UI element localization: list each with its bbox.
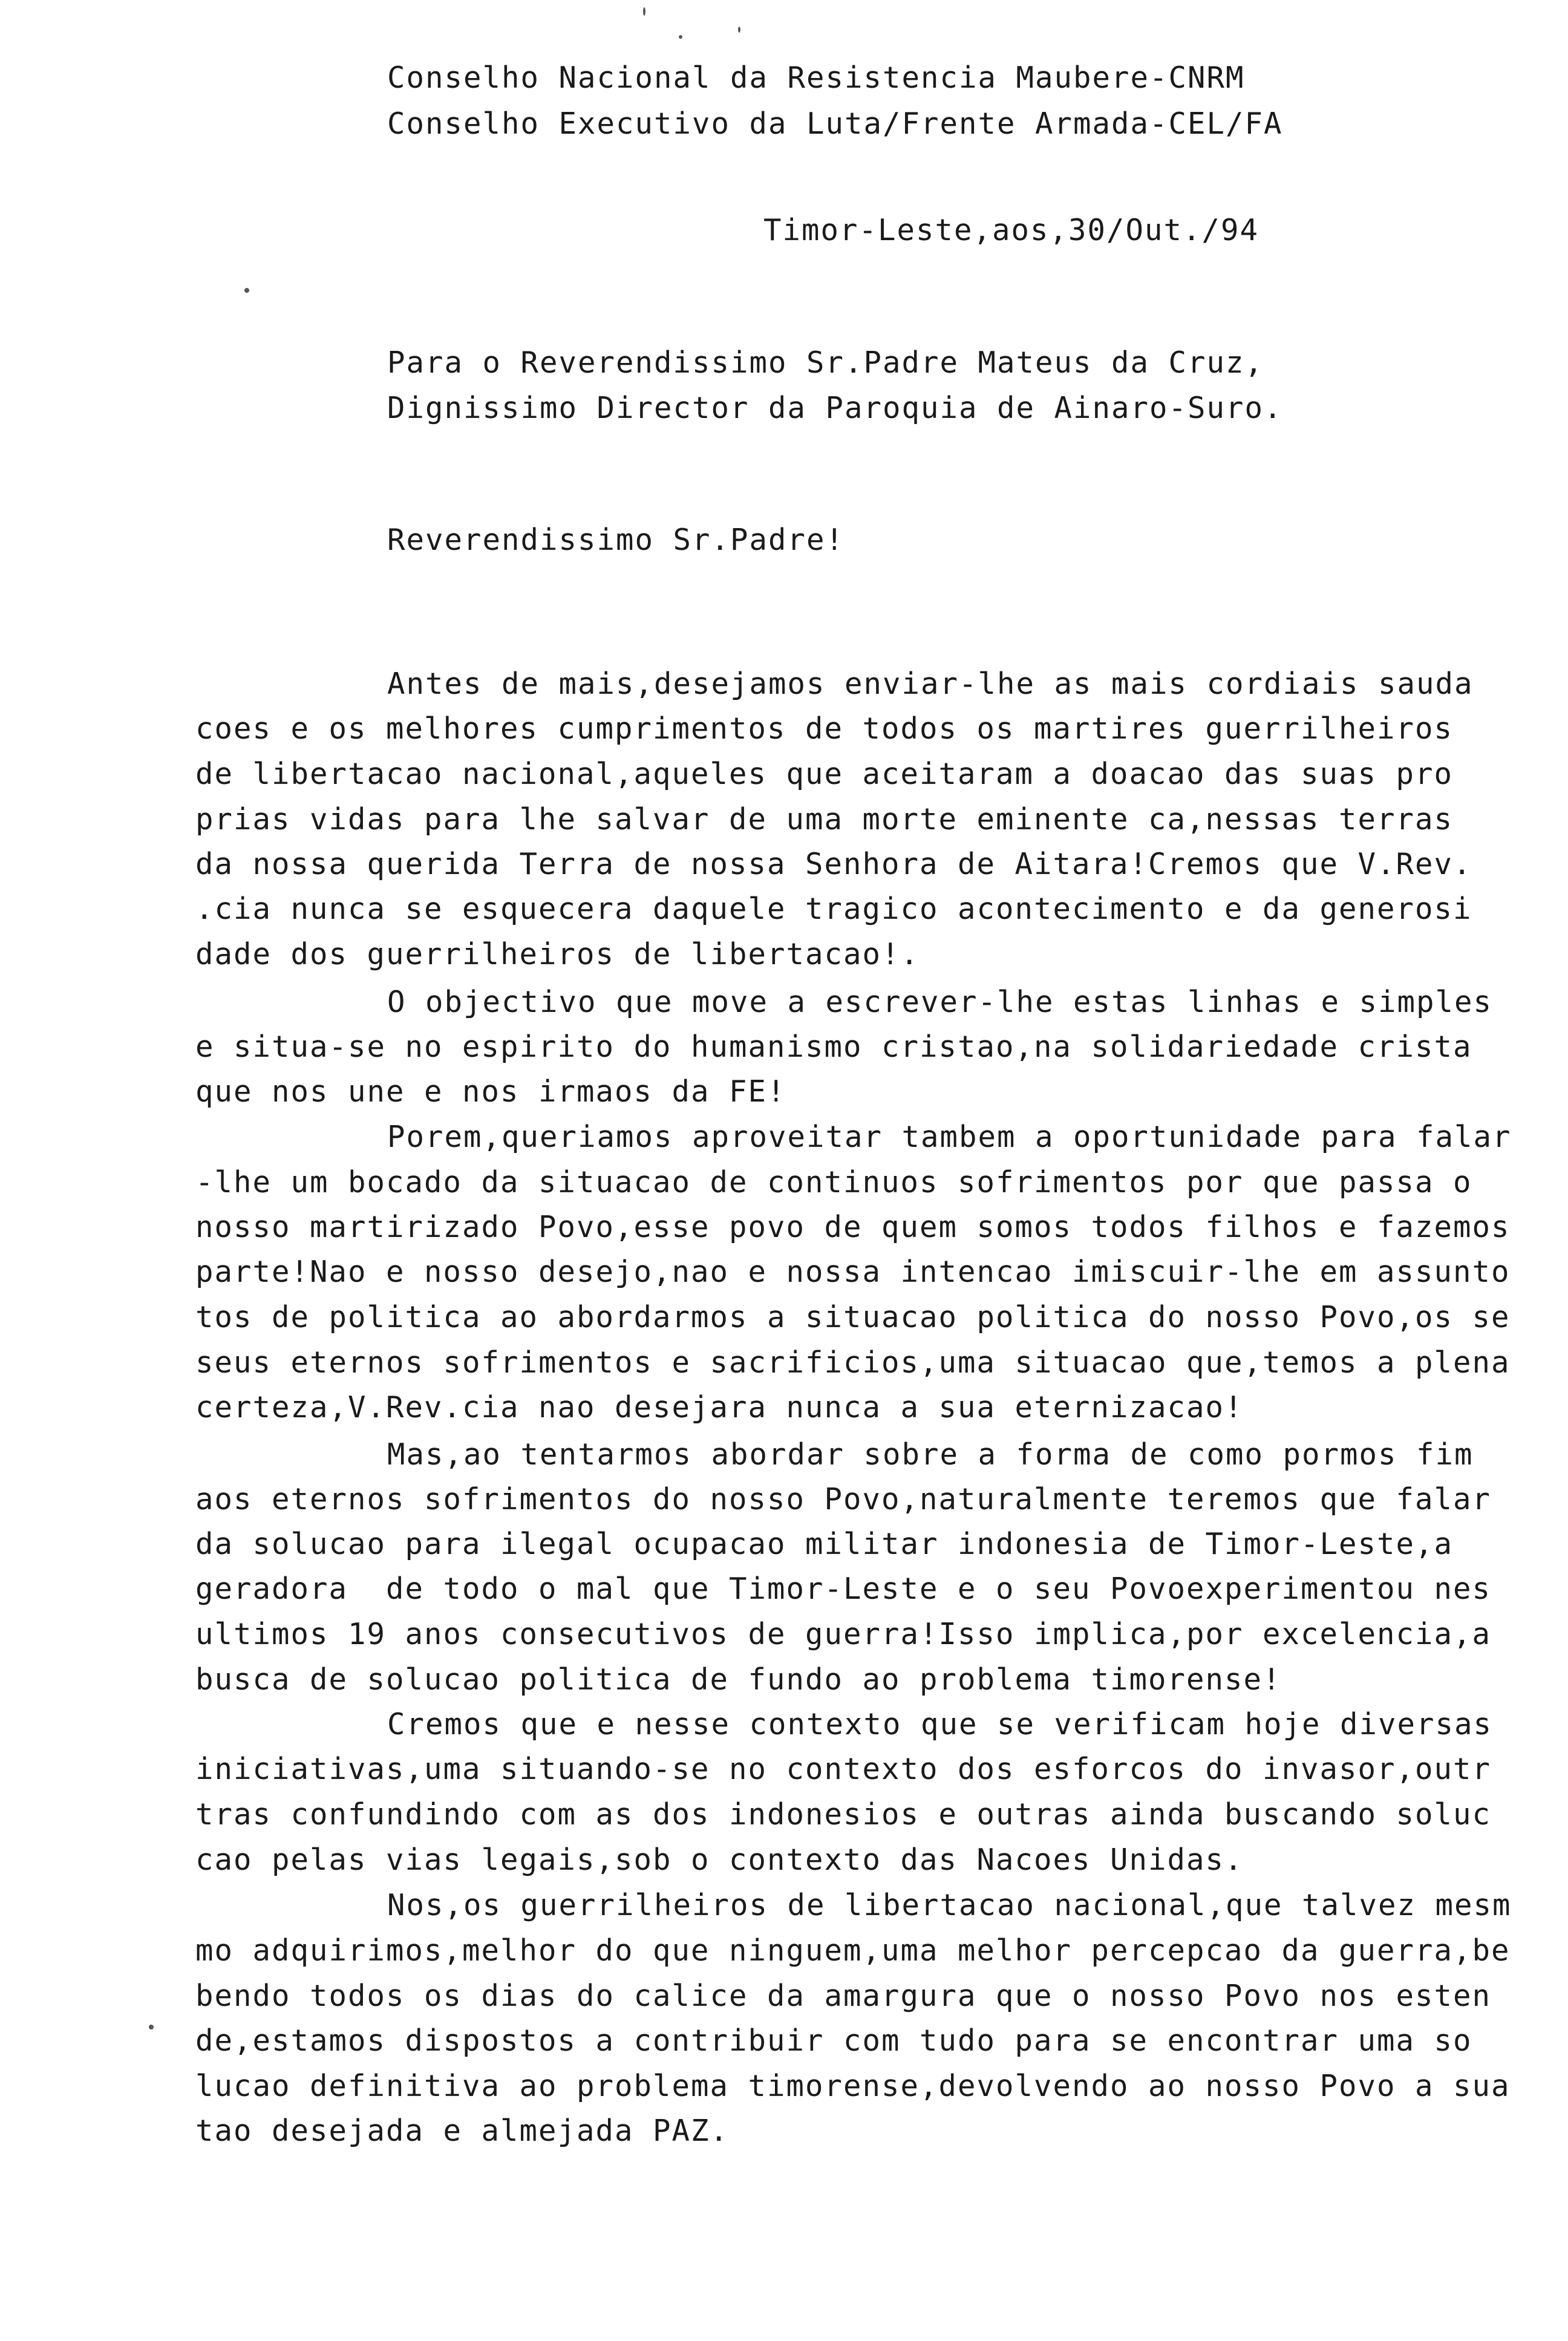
body-line: coes e os melhores cumprimentos de todos os martires guerrilheiros bbox=[195, 711, 1454, 746]
body-line: Porem,queriamos aproveitar tambem a oportunidade para falar bbox=[387, 1120, 1512, 1154]
scan-speck bbox=[643, 7, 645, 16]
body-line: que nos une e nos irmaos da FE! bbox=[195, 1074, 786, 1109]
body-line: Mas,ao tentarmos abordar sobre a forma de como pormos fim bbox=[387, 1437, 1474, 1472]
body-line: Antes de mais,desejamos enviar-lhe as mais cordiais sauda bbox=[387, 667, 1474, 701]
body-line: tos de politica ao abordarmos a situacao politica do nosso Povo,os se bbox=[195, 1300, 1511, 1334]
body-line: tras confundindo com as dos indonesios e outras ainda buscando soluc bbox=[195, 1797, 1492, 1832]
date-line: Timor-Leste,aos,30/Out./94 bbox=[763, 213, 1259, 247]
body-line: tao desejada e almejada PAZ. bbox=[195, 2114, 730, 2148]
body-line: geradora de todo o mal que Timor-Leste e o seu Povoexperimentou nes bbox=[195, 1572, 1492, 1606]
body-line: O objectivo que move a escrever-lhe estas linhas e simples bbox=[387, 985, 1493, 1019]
body-line: .cia nunca se esquecera daquele tragico acontecimento e da generosi bbox=[195, 892, 1472, 926]
addressee-line-1: Para o Reverendissimo Sr.Padre Mateus da Cruz, bbox=[387, 345, 1264, 380]
body-line: bendo todos os dias do calice da amargura que o nosso Povo nos esten bbox=[195, 1979, 1492, 2013]
body-line: mo adquirimos,melhor do que ninguem,uma melhor percepcao da guerra,be bbox=[195, 1933, 1511, 1968]
body-line: aos eternos sofrimentos do nosso Povo,naturalmente teremos que falar bbox=[195, 1482, 1492, 1517]
body-line: seus eternos sofrimentos e sacrificios,uma situacao que,temos a plena bbox=[195, 1345, 1511, 1380]
body-line: ultimos 19 anos consecutivos de guerra!Isso implica,por excelencia,a bbox=[195, 1617, 1492, 1651]
body-line: parte!Nao e nosso desejo,nao e nossa intencao imiscuir-lhe em assunto bbox=[195, 1255, 1511, 1289]
header-org-line: Conselho Nacional da Resistencia Maubere-CNRM bbox=[387, 60, 1245, 95]
body-line: de,estamos dispostos a contribuir com tudo para se encontrar uma so bbox=[195, 2023, 1472, 2058]
body-line: cao pelas vias legais,sob o contexto das Nacoes Unidas. bbox=[195, 1843, 1244, 1877]
scan-speck bbox=[149, 2025, 154, 2029]
addressee-line-2: Dignissimo Director da Paroquia de Ainaro-Suro. bbox=[387, 391, 1283, 425]
scan-speck bbox=[244, 288, 249, 293]
body-line: da nossa querida Terra de nossa Senhora de Aitara!Cremos que V.Rev. bbox=[195, 847, 1472, 881]
header-subtitle-line: Conselho Executivo da Luta/Frente Armada-CEL/FA bbox=[387, 106, 1283, 141]
body-line: Cremos que e nesse contexto que se verificam hoje diversas bbox=[387, 1707, 1493, 1742]
body-line: de libertacao nacional,aqueles que aceitaram a doacao das suas pro bbox=[195, 757, 1454, 791]
body-line: lucao definitiva ao problema timorense,devolvendo ao nosso Povo a sua bbox=[195, 2069, 1511, 2103]
body-line: e situa-se no espirito do humanismo cristao,na solidariedade crista bbox=[195, 1030, 1472, 1064]
body-line: dade dos guerrilheiros de libertacao!. bbox=[195, 937, 920, 971]
body-line: nosso martirizado Povo,esse povo de quem somos todos filhos e fazemos bbox=[195, 1210, 1511, 1244]
body-line: busca de solucao politica de fundo ao problema timorense! bbox=[195, 1662, 1282, 1697]
body-line: da solucao para ilegal ocupacao militar indonesia de Timor-Leste,a bbox=[195, 1527, 1454, 1561]
body-line: -lhe um bocado da situacao de continuos sofrimentos por que passa o bbox=[195, 1165, 1472, 1200]
body-line: certeza,V.Rev.cia nao desejara nunca a sua eternizacao! bbox=[195, 1390, 1244, 1425]
scan-speck bbox=[679, 35, 682, 39]
body-line: iniciativas,uma situando-se no contexto dos esforcos do invasor,outr bbox=[195, 1752, 1492, 1786]
salutation: Reverendissimo Sr.Padre! bbox=[387, 523, 845, 557]
scan-speck bbox=[738, 27, 740, 33]
body-line: Nos,os guerrilheiros de libertacao nacional,que talvez mesm bbox=[387, 1888, 1512, 1922]
body-line: prias vidas para lhe salvar de uma morte eminente ca,nessas terras bbox=[195, 802, 1454, 837]
